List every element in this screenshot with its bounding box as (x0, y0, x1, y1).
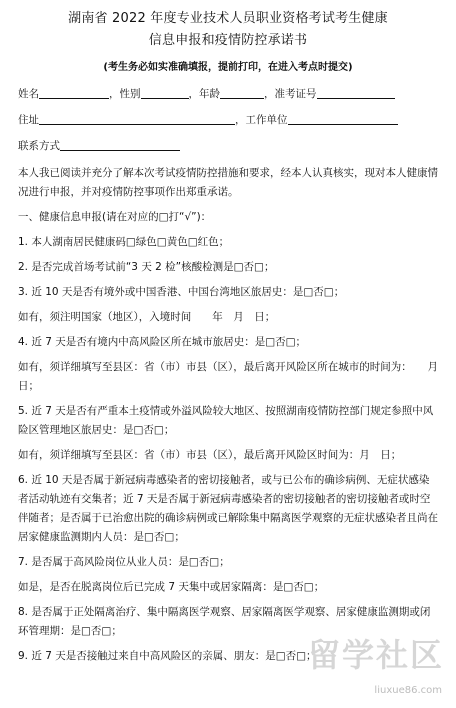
intro-paragraph: 本人我已阅读并充分了解本次考试疫情防控措施和要求，经本人认真核实，现对本人健康情况进行申报，并对疫情防控事项作出郑重承诺。 (18, 167, 438, 198)
item-7-note: 如是，是否在脱离岗位后已完成 7 天集中或居家隔离：是□否□； (18, 581, 325, 593)
document-title-line1: 湖南省 2022 年度专业技术人员职业资格考试考生健康 (68, 11, 388, 26)
watermark-main: 留学社区 (307, 636, 444, 674)
work-blank[interactable] (288, 112, 398, 125)
ticket-label: ，准考证号 (264, 88, 317, 100)
ticket-blank[interactable] (317, 86, 395, 99)
basic-info-row-2 (18, 112, 438, 128)
item-2: 2. 是否完成首场考试前“3 天 2 检”核酸检测是□否□； (18, 261, 275, 273)
item-4-note: 如有，须详细填写至县区：省（市）市县（区），最后离开风险区所在城市的时间为： 月 日； (18, 361, 449, 392)
address-blank[interactable] (39, 112, 235, 125)
work-label: ，工作单位 (235, 114, 288, 126)
item-4: 4. 近 7 天是否有境内中高风险区所在城市旅居史：是□否□； (18, 336, 307, 348)
name-label: 姓名 (18, 88, 39, 100)
basic-info-row-1 (18, 86, 438, 102)
contact-label: 联系方式 (18, 140, 60, 152)
item-1: 1. 本人湖南居民健康码□绿色□黄色□红色； (18, 236, 230, 248)
item-7: 7. 是否属于高风险岗位从业人员：是□否□； (18, 556, 230, 568)
section-heading: 一、健康信息申报(请在对应的□打“√”)： (18, 211, 212, 223)
submission-notice: (考生务必如实准确填报，提前打印，在进入考点时提交) (103, 62, 353, 73)
basic-info-row-3 (18, 138, 438, 154)
name-blank[interactable] (39, 86, 109, 99)
document-title-line2: 信息申报和疫情防控承诺书 (148, 33, 308, 48)
gender-label: ，性别 (109, 88, 141, 100)
watermark-sub: liuxue86.com (374, 685, 442, 696)
item-6: 6. 近 10 天是否属于新冠病毒感染者的密切接触者，或与已公布的确诊病例、无症状感染者活动轨迹有交集者；近 7 天是否属于新冠病毒感染者的密切接触者的密切接触者或时空伴随者；是否属于已治愈出院的确诊病例或已解除集中隔离医学观察的无症状感染者且尚在居家健康监测期内人员：是□否□； (18, 474, 438, 543)
item-9: 9. 近 7 天是否接触过来自中高风险区的亲属、朋友：是□否□； (18, 650, 317, 662)
item-5: 5. 近 7 天是否有严重本土疫情或外溢风险较大地区、按照湖南疫情防控部门规定参照中风险区管理地区旅居史：是□否□； (18, 405, 434, 436)
item-3-note: 如有，须注明国家（地区），入境时间 年 月 日； (18, 311, 276, 323)
gender-blank[interactable] (141, 86, 189, 99)
address-label: 住址 (18, 114, 39, 126)
item-3: 3. 近 10 天是否有境外或中国香港、中国台湾地区旅居史：是□否□； (18, 286, 345, 298)
age-label: ，年龄 (188, 88, 220, 100)
age-blank[interactable] (220, 86, 264, 99)
contact-blank[interactable] (60, 138, 180, 151)
item-5-note: 如有，须详细填写至县区：省（市）市县（区），最后离开风险区时间为：月 日； (18, 449, 402, 461)
item-8: 8. 是否属于正处隔离治疗、集中隔离医学观察、居家隔离医学观察、居家健康监测期或闭环管理期：是□否□； (18, 606, 431, 637)
